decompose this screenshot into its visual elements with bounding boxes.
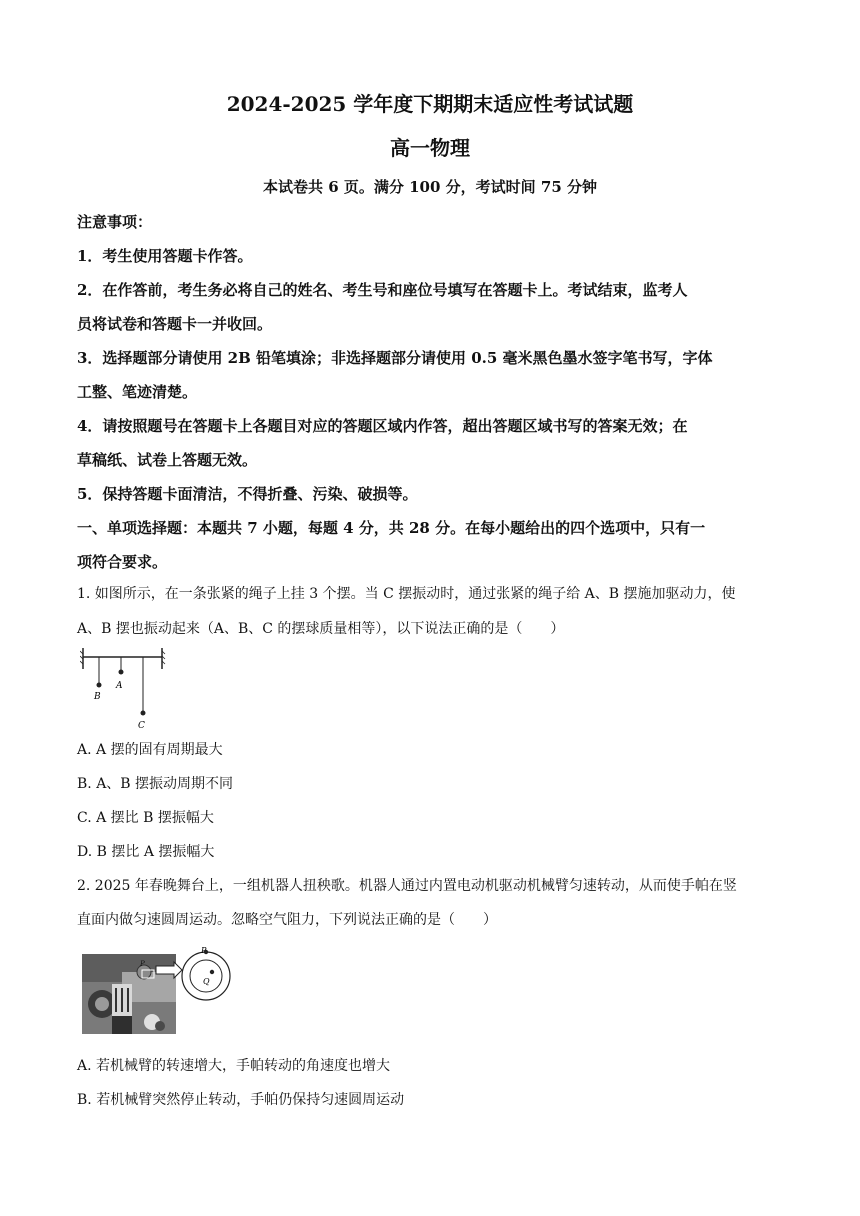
subject-title: 高一物理 [390, 136, 470, 160]
notice-line: 3．选择题部分请使用 2B 铅笔填涂；非选择题部分请使用 0.5 毫米黑色墨水签字笔书写，字体 [77, 349, 713, 367]
notice-line: 2．在作答前，考生务必将自己的姓名、考生号和座位号填写在答题卡上。考试结束，监考人 [77, 281, 688, 299]
notice-heading: 注意事项： [77, 213, 153, 231]
question-1-option: C. A 摆比 B 摆振幅大 [77, 810, 214, 826]
question-1-stem: 1. 如图所示，在一条张紧的绳子上挂 3 个摆。当 C 摆振动时，通过张紧的绳子给 A、B 摆施加驱动力，使 [77, 586, 736, 602]
notice-line: 1．考生使用答题卡作答。 [77, 247, 253, 265]
notice-line: 草稿纸、试卷上答题无效。 [77, 451, 258, 469]
question-1-option: D. B 摆比 A 摆振幅大 [77, 844, 215, 860]
pendulum-c-bob [141, 711, 146, 716]
label-a: A [116, 681, 123, 691]
label-q: Q [203, 977, 210, 986]
exam-info: 本试卷共 6 页。满分 100 分，考试时间 75 分钟 [263, 178, 597, 196]
notice-line: 5．保持答题卡面清洁，不得折叠、污染、破损等。 [77, 485, 418, 503]
question-2-stem: 直面内做匀速圆周运动。忽略空气阻力，下列说法正确的是（ ） [77, 912, 497, 928]
label-p: P [201, 946, 207, 955]
section-heading: 一、单项选择题：本题共 7 小题，每题 4 分，共 28 分。在每小题给出的四个选项中，只有一 [77, 519, 706, 537]
circular-path [182, 952, 230, 1000]
pendulum-figure [80, 645, 170, 733]
label-b: B [94, 692, 101, 702]
robot-figure [82, 944, 242, 1036]
question-1-option: B. A、B 摆振动周期不同 [77, 776, 234, 792]
question-2-option: A. 若机械臂的转速增大，手帕转动的角速度也增大 [77, 1058, 391, 1074]
section-heading: 项符合要求。 [77, 553, 168, 571]
question-1-option: A. A 摆的固有周期最大 [77, 742, 223, 758]
notice-line: 工整、笔迹清楚。 [77, 383, 198, 401]
question-2-option: B. 若机械臂突然停止转动，手帕仍保持匀速圆周运动 [77, 1092, 405, 1108]
question-1-stem: A、B 摆也振动起来（A、B、C 的摆球质量相等），以下说法正确的是（ ） [77, 621, 565, 637]
label-c: C [138, 721, 145, 731]
notice-line: 员将试卷和答题卡一并收回。 [77, 315, 273, 333]
exam-title: 2024-2025 学年度下期期末适应性考试试题 [226, 92, 634, 116]
pendulum-a-bob [119, 670, 124, 675]
pendulum-b-bob [97, 683, 102, 688]
photo-label-p: P [140, 960, 145, 968]
question-2-stem: 2. 2025 年春晚舞台上，一组机器人扭秧歌。机器人通过内置电动机驱动机械臂匀速转动，从而使手帕在竖 [77, 878, 737, 894]
notice-line: 4．请按照题号在答题卡上各题目对应的答题区域内作答，超出答题区域书写的答案无效；在 [77, 417, 688, 435]
point-q [210, 970, 214, 974]
